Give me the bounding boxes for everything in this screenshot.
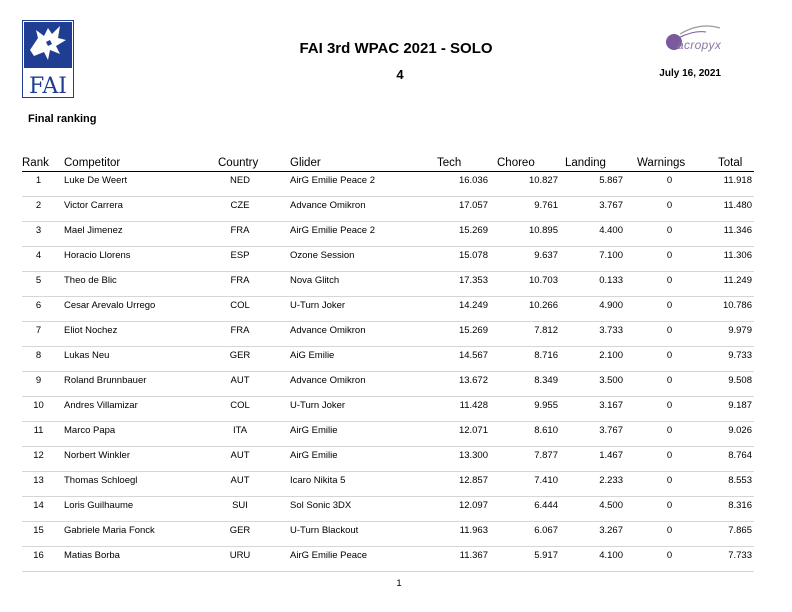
cell-rank: 11 — [33, 425, 44, 436]
cell-glider: Sol Sonic 3DX — [290, 500, 352, 511]
cell-country: URU — [229, 550, 251, 561]
cell-warnings: 0 — [666, 500, 673, 511]
cell-rank: 16 — [33, 550, 44, 561]
acropyx-logo-text: acropyx — [677, 38, 722, 52]
col-competitor-header: Competitor — [64, 157, 121, 169]
cell-choreo: 10.703 — [528, 275, 558, 286]
cell-choreo: 6.067 — [534, 525, 558, 536]
cell-choreo: 9.955 — [534, 400, 558, 411]
cell-choreo: 7.410 — [534, 475, 558, 486]
cell-glider: AiG Emilie — [290, 350, 335, 361]
cell-competitor: Thomas Schloegl — [64, 475, 138, 486]
cell-country: NED — [229, 175, 251, 186]
cell-competitor: Victor Carrera — [64, 200, 123, 211]
cell-rank: 6 — [35, 300, 42, 311]
cell-warnings: 0 — [666, 525, 673, 536]
cell-country: CZE — [230, 200, 250, 211]
cell-rank: 15 — [33, 525, 44, 536]
table-row — [22, 397, 754, 422]
cell-country: FRA — [230, 225, 250, 236]
cell-tech: 13.672 — [458, 375, 488, 386]
cell-glider: U-Turn Blackout — [290, 525, 359, 536]
cell-glider: AirG Emilie Peace — [290, 550, 368, 561]
table-row — [22, 222, 754, 247]
cell-country: AUT — [230, 450, 250, 461]
table-row — [22, 297, 754, 322]
cell-landing: 2.233 — [599, 475, 623, 486]
cell-warnings: 0 — [666, 275, 673, 286]
fai-logo — [22, 20, 74, 98]
cell-choreo: 8.610 — [534, 425, 558, 436]
cell-choreo: 10.266 — [528, 300, 558, 311]
table-row — [22, 347, 754, 372]
cell-glider: AirG Emilie — [290, 425, 338, 436]
cell-rank: 14 — [33, 500, 44, 511]
cell-country: AUT — [230, 475, 250, 486]
cell-tech: 15.269 — [458, 225, 488, 236]
cell-landing: 0.133 — [599, 275, 623, 286]
cell-landing: 3.500 — [599, 375, 623, 386]
cell-total: 11.306 — [723, 250, 752, 261]
cell-tech: 11.428 — [459, 400, 488, 411]
cell-competitor: Lukas Neu — [64, 350, 110, 361]
cell-landing: 1.467 — [599, 450, 623, 461]
round-number: 4 — [396, 67, 404, 82]
table-header — [0, 157, 792, 171]
cell-country: ESP — [230, 250, 250, 261]
cell-choreo: 7.812 — [534, 325, 558, 336]
cell-rank: 3 — [35, 225, 42, 236]
ranking-table — [0, 172, 792, 572]
table-row — [22, 197, 754, 222]
cell-tech: 11.367 — [459, 550, 488, 561]
cell-rank: 8 — [35, 350, 42, 361]
cell-total: 11.480 — [723, 200, 752, 211]
cell-total: 8.316 — [728, 500, 752, 511]
cell-tech: 12.097 — [458, 500, 488, 511]
cell-glider: AirG Emilie Peace 2 — [290, 175, 376, 186]
cell-choreo: 9.637 — [534, 250, 558, 261]
cell-landing: 4.400 — [599, 225, 623, 236]
cell-glider: U-Turn Joker — [290, 300, 346, 311]
cell-glider: AirG Emilie Peace 2 — [290, 225, 376, 236]
cell-choreo: 5.917 — [534, 550, 558, 561]
page-number: 1 — [396, 578, 402, 589]
table-row — [22, 272, 754, 297]
svg-text:FAI: FAI — [29, 74, 67, 98]
table-row — [22, 172, 754, 197]
cell-choreo: 10.895 — [528, 225, 558, 236]
cell-competitor: Eliot Nochez — [64, 325, 118, 336]
cell-glider: U-Turn Joker — [290, 400, 346, 411]
cell-warnings: 0 — [666, 300, 673, 311]
col-country-header: Country — [218, 157, 259, 169]
cell-warnings: 0 — [666, 325, 673, 336]
cell-tech: 11.963 — [459, 525, 488, 536]
cell-choreo: 10.827 — [528, 175, 558, 186]
col-glider-header: Glider — [290, 157, 321, 169]
cell-total: 10.786 — [722, 300, 752, 311]
cell-competitor: Cesar Arevalo Urrego — [64, 300, 156, 311]
cell-country: SUI — [232, 500, 248, 511]
cell-total: 8.764 — [728, 450, 752, 461]
table-row — [22, 247, 754, 272]
cell-warnings: 0 — [666, 250, 673, 261]
cell-glider: Icaro Nikita 5 — [290, 475, 346, 486]
cell-total: 9.733 — [728, 350, 752, 361]
cell-warnings: 0 — [666, 450, 673, 461]
cell-landing: 4.100 — [599, 550, 623, 561]
cell-glider: AirG Emilie — [290, 450, 338, 461]
cell-rank: 7 — [35, 325, 42, 336]
cell-choreo: 7.877 — [534, 450, 558, 461]
cell-competitor: Roland Brunnbauer — [64, 375, 147, 386]
cell-landing: 2.100 — [599, 350, 623, 361]
cell-competitor: Mael Jimenez — [64, 225, 123, 236]
col-rank-header: Rank — [22, 157, 49, 169]
cell-choreo: 9.761 — [534, 200, 558, 211]
cell-competitor: Norbert Winkler — [64, 450, 130, 461]
cell-total: 9.979 — [728, 325, 752, 336]
cell-country: FRA — [230, 275, 250, 286]
cell-competitor: Luke De Weert — [64, 175, 128, 186]
page-title: FAI 3rd WPAC 2021 - SOLO — [299, 40, 493, 57]
cell-tech: 16.036 — [458, 175, 488, 186]
col-choreo-header: Choreo — [497, 157, 535, 169]
cell-tech: 17.353 — [458, 275, 488, 286]
section-title: Final ranking — [28, 113, 97, 125]
cell-rank: 4 — [35, 250, 42, 261]
cell-tech: 13.300 — [458, 450, 488, 461]
cell-warnings: 0 — [666, 175, 673, 186]
cell-warnings: 0 — [666, 425, 673, 436]
cell-landing: 3.733 — [599, 325, 623, 336]
cell-warnings: 0 — [666, 375, 673, 386]
event-date: July 16, 2021 — [659, 68, 721, 79]
col-tech-header: Tech — [437, 157, 462, 169]
cell-landing: 3.767 — [599, 200, 623, 211]
cell-warnings: 0 — [666, 550, 673, 561]
cell-landing: 3.267 — [599, 525, 623, 536]
cell-tech: 14.249 — [458, 300, 488, 311]
cell-country: GER — [229, 525, 251, 536]
cell-competitor: Horacio Llorens — [64, 250, 131, 261]
cell-competitor: Marco Papa — [64, 425, 116, 436]
cell-rank: 12 — [33, 450, 44, 461]
cell-landing: 4.900 — [599, 300, 623, 311]
cell-landing: 4.500 — [599, 500, 623, 511]
cell-total: 7.865 — [728, 525, 752, 536]
table-row — [22, 522, 754, 547]
cell-tech: 14.567 — [458, 350, 488, 361]
cell-competitor: Theo de Blic — [64, 275, 117, 286]
cell-glider: Ozone Session — [290, 250, 355, 261]
cell-country: COL — [230, 300, 250, 311]
cell-landing: 7.100 — [599, 250, 623, 261]
cell-total: 11.918 — [723, 175, 752, 186]
cell-warnings: 0 — [666, 400, 673, 411]
col-total-header: Total — [718, 157, 743, 169]
cell-competitor: Matias Borba — [64, 550, 120, 561]
cell-total: 11.346 — [723, 225, 752, 236]
table-row — [22, 422, 754, 447]
cell-total: 11.249 — [723, 275, 752, 286]
cell-total: 9.026 — [728, 425, 752, 436]
cell-tech: 15.269 — [458, 325, 488, 336]
cell-country: AUT — [230, 375, 250, 386]
cell-tech: 12.071 — [458, 425, 488, 436]
cell-rank: 9 — [35, 375, 42, 386]
cell-glider: Advance Omikron — [290, 325, 366, 336]
table-row — [22, 447, 754, 472]
cell-competitor: Andres Villamizar — [64, 400, 138, 411]
cell-tech: 15.078 — [458, 250, 488, 261]
cell-total: 8.553 — [728, 475, 752, 486]
cell-total: 9.187 — [728, 400, 752, 411]
cell-total: 7.733 — [728, 550, 752, 561]
cell-tech: 17.057 — [458, 200, 488, 211]
table-row — [22, 322, 754, 347]
cell-choreo: 8.349 — [534, 375, 558, 386]
col-warnings-header: Warnings — [637, 157, 686, 169]
cell-landing: 5.867 — [599, 175, 623, 186]
cell-competitor: Loris Guilhaume — [64, 500, 134, 511]
cell-warnings: 0 — [666, 475, 673, 486]
cell-landing: 3.167 — [599, 400, 623, 411]
cell-warnings: 0 — [666, 225, 673, 236]
table-row — [22, 547, 754, 572]
cell-country: ITA — [232, 425, 248, 436]
table-row — [22, 497, 754, 522]
cell-total: 9.508 — [728, 375, 752, 386]
table-row — [22, 472, 754, 497]
cell-choreo: 6.444 — [534, 500, 558, 511]
cell-choreo: 8.716 — [534, 350, 558, 361]
cell-competitor: Gabriele Maria Fonck — [64, 525, 155, 536]
cell-tech: 12.857 — [458, 475, 488, 486]
cell-glider: Nova Glitch — [290, 275, 340, 286]
cell-warnings: 0 — [666, 200, 673, 211]
cell-rank: 5 — [35, 275, 42, 286]
cell-rank: 2 — [35, 200, 42, 211]
table-row — [22, 372, 754, 397]
cell-landing: 3.767 — [599, 425, 623, 436]
cell-glider: Advance Omikron — [290, 200, 366, 211]
cell-country: FRA — [230, 325, 250, 336]
cell-warnings: 0 — [666, 350, 673, 361]
cell-country: COL — [230, 400, 250, 411]
col-landing-header: Landing — [565, 157, 606, 169]
cell-rank: 13 — [33, 475, 44, 486]
cell-rank: 10 — [33, 400, 44, 411]
cell-rank: 1 — [35, 175, 42, 186]
cell-country: GER — [229, 350, 251, 361]
cell-glider: Advance Omikron — [290, 375, 366, 386]
